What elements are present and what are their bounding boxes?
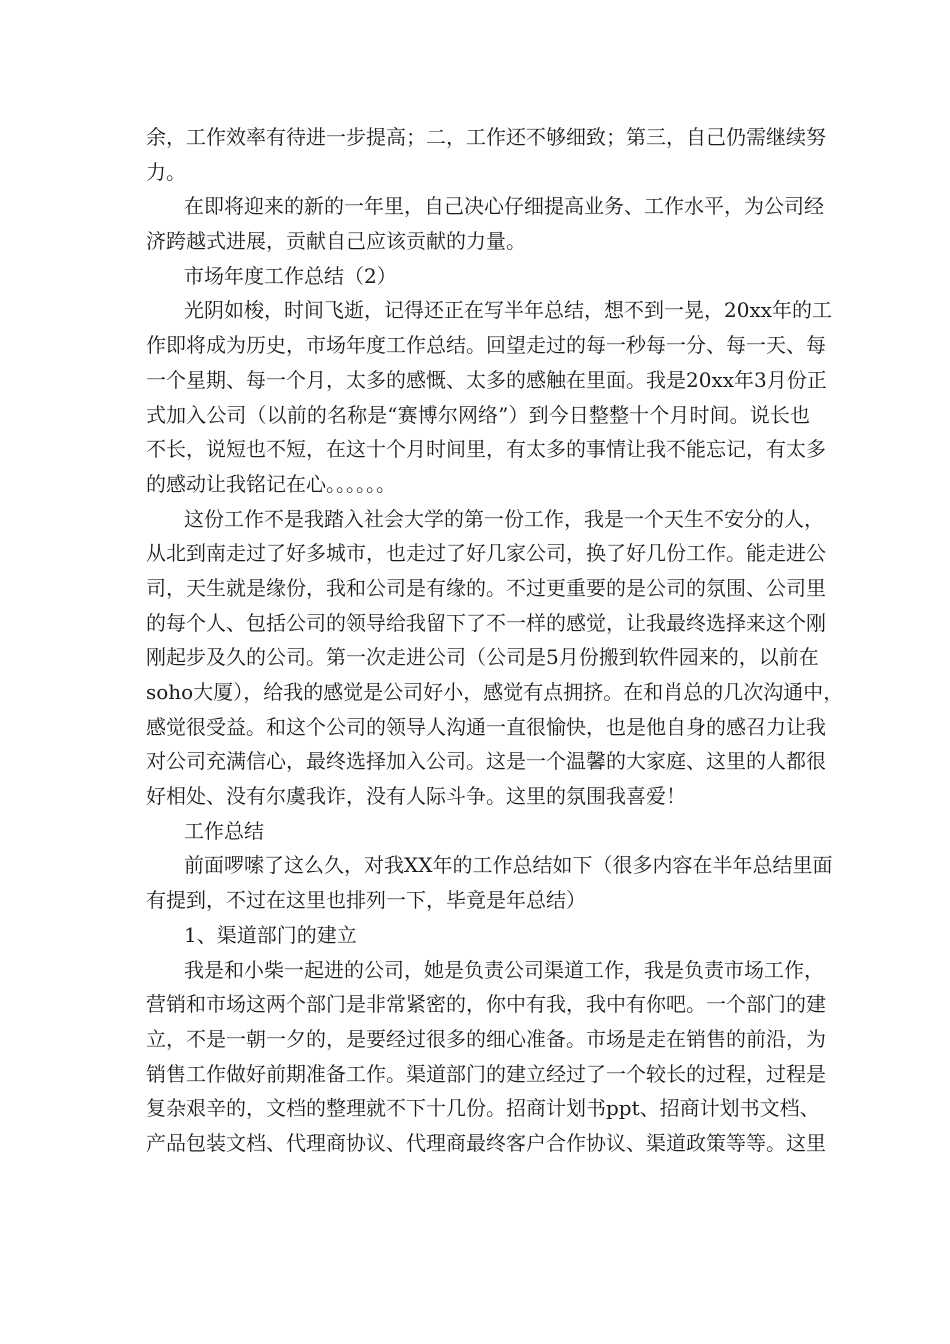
text-line: 力。 bbox=[146, 159, 186, 184]
text-line: 工作总结 bbox=[184, 818, 264, 843]
text-line: 有提到，不过在这里也排列一下，毕竟是年总结） bbox=[146, 888, 586, 913]
text-line: 感觉很受益。和这个公司的领导人沟通一直很愉快，也是他自身的感召力让我 bbox=[146, 714, 826, 739]
text-line: 1、渠道部门的建立 bbox=[184, 922, 357, 947]
text-line: 式加入公司（以前的名称是“赛博尔网络”）到今日整整十个月时间。说长也 bbox=[146, 402, 810, 427]
text-line: 立，不是一朝一夕的，是要经过很多的细心准备。市场是走在销售的前沿，为 bbox=[146, 1026, 826, 1051]
text-line: 这份工作不是我踏入社会大学的第一份工作，我是一个天生不安分的人， bbox=[184, 506, 824, 531]
text-line: 一个星期、每一个月，太多的感慨、太多的感触在里面。我是20xx年3月份正 bbox=[146, 367, 827, 392]
text-line: 光阴如梭，时间飞逝，记得还正在写半年总结，想不到一晃，20xx年的工 bbox=[184, 298, 833, 323]
text-line: 销售工作做好前期准备工作。渠道部门的建立经过了一个较长的过程，过程是 bbox=[146, 1061, 826, 1086]
text-line: 我是和小柴一起进的公司，她是负责公司渠道工作，我是负责市场工作， bbox=[184, 957, 824, 982]
text-line: soho大厦），给我的感觉是公司好小，感觉有点拥挤。在和肖总的几次沟通中， bbox=[146, 680, 844, 704]
text-line: 好相处、没有尔虞我诈，没有人际斗争。这里的氛围我喜爱！ bbox=[146, 784, 686, 809]
text-line: 的感动让我铭记在心。。。。。。 bbox=[146, 471, 396, 496]
text-line: 不长，说短也不短，在这十个月时间里，有太多的事情让我不能忘记，有太多 bbox=[146, 437, 826, 462]
text-line: 营销和市场这两个部门是非常紧密的，你中有我，我中有你吧。一个部门的建 bbox=[146, 992, 826, 1017]
text-line: 对公司充满信心，最终选择加入公司。这是一个温馨的大家庭、这里的人都很 bbox=[146, 749, 826, 774]
text-line: 产品包装文档、代理商协议、代理商最终客户合作协议、渠道政策等等。这里 bbox=[146, 1130, 826, 1155]
text-line: 余，工作效率有待进一步提高；二，工作还不够细致；第三，自己仍需继续努 bbox=[146, 125, 826, 149]
text-line: 的每个人、包括公司的领导给我留下了不一样的感觉，让我最终选择来这个刚 bbox=[146, 610, 826, 635]
document-body bbox=[146, 120, 844, 1161]
text-line: 前面啰嗦了这么久，对我XX年的工作总结如下（很多内容在半年总结里面 bbox=[184, 853, 833, 878]
text-line: 作即将成为历史，市场年度工作总结。回望走过的每一秒每一分、每一天、每 bbox=[146, 333, 826, 358]
text-line: 市场年度工作总结（2） bbox=[184, 263, 397, 288]
text-line: 刚起步及久的公司。第一次走进公司（公司是5月份搬到软件园来的，以前在 bbox=[146, 645, 819, 670]
text-line: 从北到南走过了好多城市，也走过了好几家公司，换了好几份工作。能走进公 bbox=[146, 541, 826, 566]
text-line: 在即将迎来的新的一年里，自己决心仔细提高业务、工作水平，为公司经 bbox=[184, 194, 824, 219]
text-line: 复杂艰辛的，文档的整理就不下十几份。招商计划书ppt、招商计划书文档、 bbox=[146, 1096, 820, 1121]
text-line: 济跨越式进展，贡献自己应该贡献的力量。 bbox=[146, 229, 526, 254]
text-line: 司，天生就是缘份，我和公司是有缘的。不过更重要的是公司的氛围、公司里 bbox=[146, 575, 826, 600]
